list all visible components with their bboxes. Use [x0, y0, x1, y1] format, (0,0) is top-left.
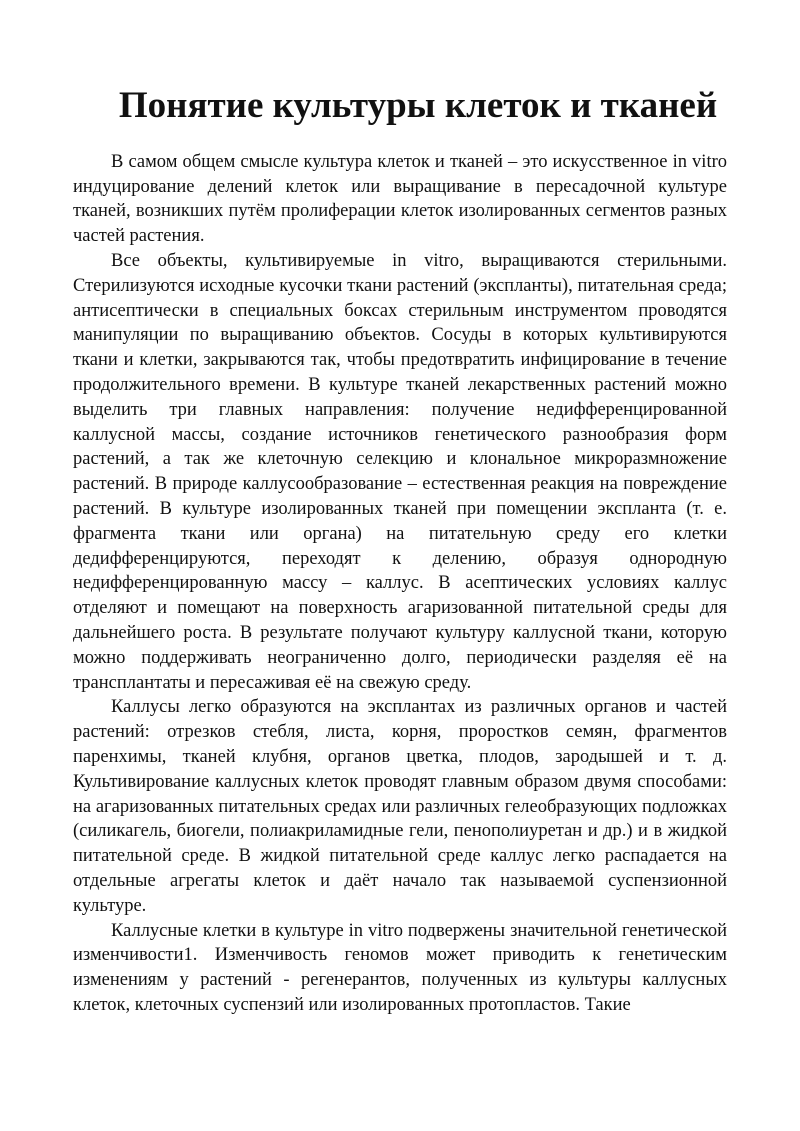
document-title: Понятие культуры клеток и тканей	[118, 85, 718, 126]
paragraph-4: Каллусные клетки в культуре in vitro подвержены значительной генетической изменчивости1. Изменчивость геномов может приводить к генетическим изменениям у растений - регенерантов, полученных из культуры каллусных клеток, клеточных суспензий или изолированных протопластов. Такие	[73, 920, 727, 1015]
paragraph-2: Все объекты, культивируемые in vitro, выращиваются стерильными. Стерилизуются исходные кусочки ткани растений (экспланты), питательная среда; антисептически в специальных боксах стерильным инструментом проводятся манипуляции по выращиванию объектов. Сосуды в которых культивируются ткани и клетки, закрываются так, чтобы предотвратить инфицирование в течение продолжительного времени. В культуре тканей лекарственных растений можно выделить три главных направления: получение недифференцированной каллусной массы, создание источников генетического разнообразия форм растений, а так же клеточную селекцию и клональное микроразмножение растений. В природе каллусообразование – естественная реакция на повреждение растений. В культуре изолированных тканей при помещении экспланта (т. е. фрагмента ткани или органа) на питательную среду его клетки дедифференцируются, переходят к делению, образуя однородную недифференцированную массу – каллус. В асептических условиях каллус отделяют и помещают на поверхность агаризованной питательной среды для дальнейшего роста. В результате получают культуру каллусной ткани, которую можно поддерживать неограниченно долго, периодически разделяя её на трансплантаты и пересаживая её на свежую среду.	[73, 250, 727, 693]
document-page	[73, 85, 727, 1018]
paragraph-3: Каллусы легко образуются на эксплантах из различных органов и частей растений: отрезков стебля, листа, корня, проростков семян, фрагментов паренхимы, тканей клубня, органов цветка, плодов, зародышей и т. д. Культивирование каллусных клеток проводят главным образом двумя способами: на агаризованных питательных средах или различных гелеобразующих подложках (силикагель, биогели, полиакриламидные гели, пенополиуретан и др.) и в жидкой питательной среде. В жидкой питательной среде каллус легко распадается на отдельные агрегаты клеток и даёт начало так называемой суспензионной культуре.	[73, 697, 727, 916]
paragraph-1: В самом общем смысле культура клеток и тканей – это искусственное in vitro индуцирование делений клеток или выращивание в пересадочной культуре тканей, возникших путём пролиферации клеток изолированных сегментов разных частей растения.	[73, 151, 727, 247]
